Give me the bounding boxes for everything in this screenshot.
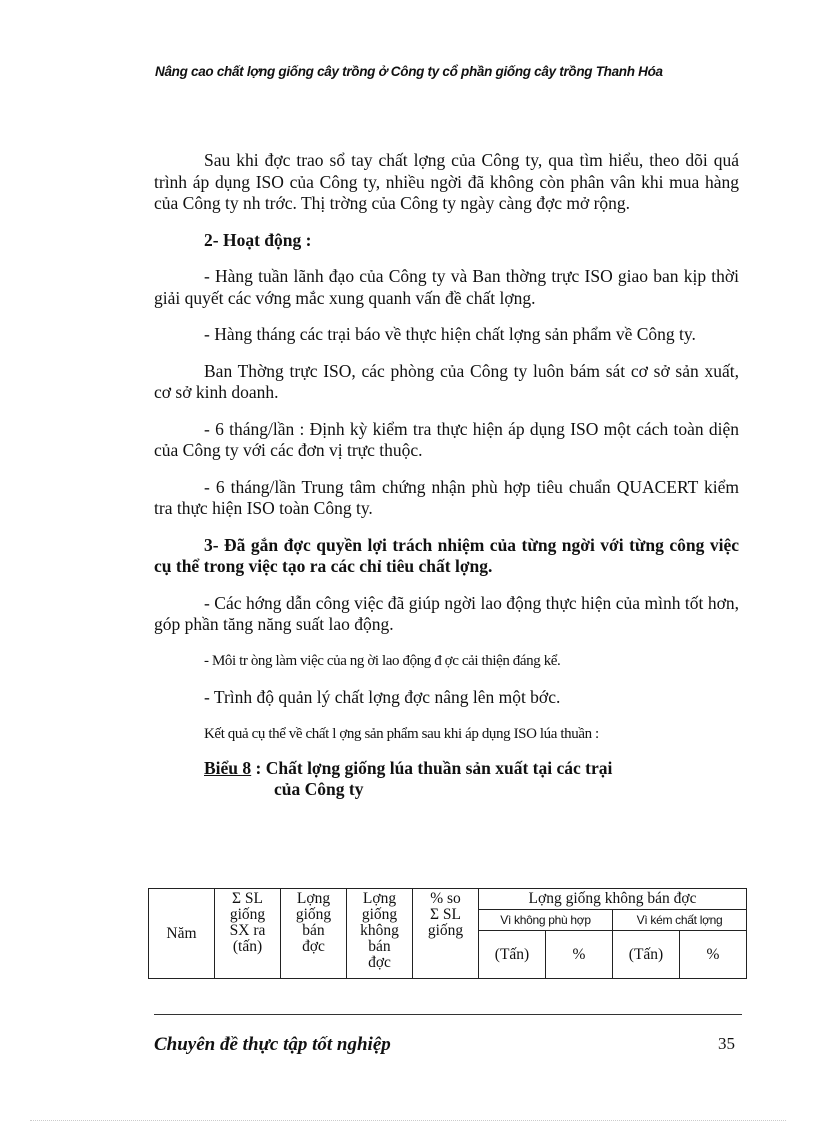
body-text (154, 150, 739, 800)
paragraph: - 6 tháng/lần : Định kỳ kiểm tra thực hiện áp dụng ISO một cách toàn diện của Công ty với các đơn vị trực thuộc. (154, 418, 739, 460)
paragraph: - Môi tr òng làm việc của ng ời lao động đ ợc cải thiện đáng kể. (204, 652, 561, 669)
caption-label: Biểu 8 (204, 758, 252, 778)
caption-text: : Chất lợng giống lúa thuần sản xuất tại các trại (251, 758, 613, 778)
unit-percent: % (680, 931, 747, 979)
header-sold: Lợng giống bán đợc (281, 889, 347, 979)
paragraph: Kết quả cụ thể về chất l ợng sản phẩm sau khi áp dụng ISO lúa thuần : (204, 725, 599, 742)
header-total: Σ SL giống SX ra (tấn) (215, 889, 281, 979)
section-heading: 2- Hoạt động : (204, 229, 312, 250)
paragraph: Ban Thờng trực ISO, các phòng của Công ty luôn bám sát cơ sở sản xuất, cơ sở kinh doanh. (154, 360, 739, 402)
table-wrapper (148, 888, 748, 989)
paragraph: - Trình độ quản lý chất lợng đợc nâng lên một bớc. (204, 687, 561, 707)
unit-ton: (Tấn) (479, 931, 546, 979)
table-caption (154, 758, 739, 800)
footer-divider (154, 1014, 742, 1015)
header-poor-quality: Vì kém chất lợng (613, 910, 747, 931)
footer-title: Chuyên đề thực tập tốt nghiệp (154, 1034, 391, 1055)
paragraph: Sau khi đợc trao sổ tay chất lợng của Công ty, qua tìm hiểu, theo dõi quá trình áp dụng ISO của Công ty, nhiều ngời đã không còn phân vân khi mua hàng của Công ty nh trớc. Thị trờng của Công ty ngày càng đợc mở rộng. (154, 150, 739, 213)
paragraph: - 6 tháng/lần Trung tâm chứng nhận phù hợp tiêu chuẩn QUACERT kiểm tra thực hiện ISO toàn Công ty. (154, 476, 739, 518)
page-edge (30, 1120, 786, 1121)
header-unsold: Lợng giống không bán đợc (347, 889, 413, 979)
caption-text-line2: của Công ty (274, 779, 364, 799)
paragraph: - Hàng tuần lãnh đạo của Công ty và Ban thờng trực ISO giao ban kịp thời giải quyết các vớng mắc xung quanh vấn đề chất lợng. (154, 266, 739, 308)
header-percent: % so Σ SL giống (413, 889, 479, 979)
page-number: 35 (718, 1034, 735, 1053)
unit-ton: (Tấn) (613, 931, 680, 979)
header-not-suitable: Vì không phù hợp (479, 910, 613, 931)
header-unsold-group: Lợng giống không bán đợc (479, 889, 747, 910)
paragraph: - Hàng tháng các trại báo về thực hiện chất lợng sản phẩm về Công ty. (204, 324, 696, 344)
paragraph: - Các hớng dẫn công việc đã giúp ngời lao động thực hiện của mình tốt hơn, góp phần tăng năng suất lao động. (154, 592, 739, 634)
page-header: Nâng cao chất lợng giống cây trồng ở Công ty cổ phần giống cây trồng Thanh Hóa (155, 64, 663, 79)
data-table (148, 888, 747, 979)
header-year: Năm (149, 889, 215, 979)
unit-percent: % (546, 931, 613, 979)
section-heading: 3- Đã gắn đợc quyền lợi trách nhiệm của từng ngời với từng công việc cụ thể trong việc tạo ra các chỉ tiêu chất lợng. (154, 534, 739, 576)
